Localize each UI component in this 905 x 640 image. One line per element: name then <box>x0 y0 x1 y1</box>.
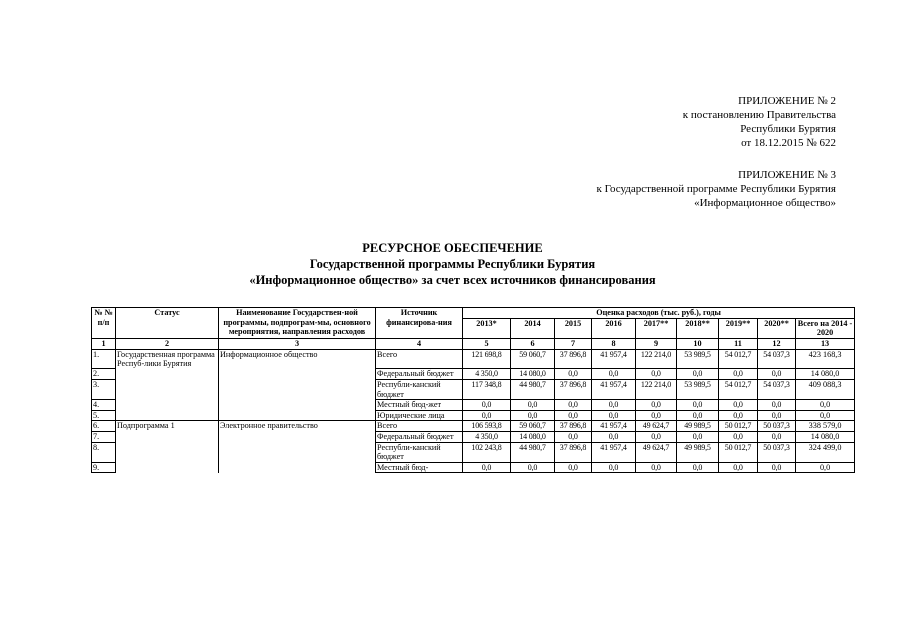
header-status: Статус <box>116 308 219 339</box>
column-number: 2 <box>116 338 219 349</box>
row-program-name <box>219 442 376 462</box>
row-year-value: 0,0 <box>592 369 636 380</box>
column-number: 6 <box>511 338 555 349</box>
row-year-value: 102 243,8 <box>463 442 511 462</box>
row-number: 5. <box>92 410 116 421</box>
appendix-3-title: ПРИЛОЖЕНИЕ № 3 <box>738 169 836 181</box>
row-number: 7. <box>92 432 116 443</box>
row-year-value: 37 896,8 <box>555 349 592 369</box>
table-row <box>92 400 855 411</box>
row-year-value: 54 037,3 <box>758 349 796 369</box>
column-number: 4 <box>376 338 463 349</box>
row-year-value: 0,0 <box>677 410 719 421</box>
row-year-value: 0,0 <box>636 432 677 443</box>
header-year: 2017** <box>636 318 677 338</box>
row-year-value: 50 037,3 <box>758 421 796 432</box>
header-estimate: Оценка расходов (тыс. руб.), годы <box>463 308 855 319</box>
row-program-name: Электронное правительство <box>219 421 376 432</box>
header-num: № № п/п <box>92 308 116 339</box>
title-line: «Информационное общество» за счет всех источников финансирования <box>249 273 656 287</box>
row-year-value: 117 348,8 <box>463 380 511 400</box>
header-year: 2019** <box>719 318 758 338</box>
row-year-value: 0,0 <box>677 432 719 443</box>
column-number: 8 <box>592 338 636 349</box>
row-status: Государственная программа Респуб-лики Бурятия <box>116 349 219 369</box>
column-number: 5 <box>463 338 511 349</box>
table-row <box>92 421 855 432</box>
row-year-value: 0,0 <box>463 400 511 411</box>
column-number: 13 <box>796 338 855 349</box>
row-status <box>116 462 219 473</box>
row-year-value: 0,0 <box>719 400 758 411</box>
column-number: 11 <box>719 338 758 349</box>
table-row <box>92 410 855 421</box>
column-number: 7 <box>555 338 592 349</box>
row-year-value: 0,0 <box>555 400 592 411</box>
row-funding-source: Местный бюд- <box>376 462 463 473</box>
row-total-value: 0,0 <box>796 410 855 421</box>
row-year-value: 0,0 <box>677 400 719 411</box>
column-number: 12 <box>758 338 796 349</box>
header-name: Наименование Государствен-ной программы, подпрограм-мы, основного мероприятия, направления расходов <box>219 308 376 339</box>
row-year-value: 50 012,7 <box>719 421 758 432</box>
row-year-value: 41 957,4 <box>592 421 636 432</box>
resource-table <box>91 307 855 473</box>
row-total-value: 423 168,3 <box>796 349 855 369</box>
row-year-value: 41 957,4 <box>592 349 636 369</box>
appendix-3-line: «Информационное общество» <box>694 197 836 209</box>
row-status: Подпрограмма 1 <box>116 421 219 432</box>
row-year-value: 0,0 <box>511 410 555 421</box>
row-year-value: 49 624,7 <box>636 421 677 432</box>
header-year: 2018** <box>677 318 719 338</box>
row-program-name <box>219 400 376 411</box>
table-row <box>92 349 855 369</box>
row-total-value: 324 499,0 <box>796 442 855 462</box>
row-program-name: Информационное общество <box>219 349 376 369</box>
row-year-value: 0,0 <box>636 400 677 411</box>
row-status <box>116 432 219 443</box>
row-year-value: 0,0 <box>719 432 758 443</box>
row-year-value: 0,0 <box>719 462 758 473</box>
row-status <box>116 369 219 380</box>
appendix-3-line: к Государственной программе Республики Бурятия <box>596 183 836 195</box>
row-year-value: 14 080,0 <box>511 432 555 443</box>
row-total-value: 14 080,0 <box>796 432 855 443</box>
row-year-value: 59 060,7 <box>511 349 555 369</box>
row-year-value: 122 214,0 <box>636 349 677 369</box>
row-year-value: 44 980,7 <box>511 442 555 462</box>
header-total: Всего на 2014 - 2020 <box>796 318 855 338</box>
row-year-value: 0,0 <box>677 369 719 380</box>
header-year: 2020** <box>758 318 796 338</box>
row-year-value: 44 980,7 <box>511 380 555 400</box>
row-total-value: 0,0 <box>796 400 855 411</box>
appendix-2-line: к постановлению Правительства <box>682 109 836 121</box>
row-year-value: 4 350,0 <box>463 369 511 380</box>
appendix-2-title: ПРИЛОЖЕНИЕ № 2 <box>738 95 836 107</box>
row-status <box>116 400 219 411</box>
column-number: 3 <box>219 338 376 349</box>
row-number: 8. <box>92 442 116 462</box>
table-row <box>92 369 855 380</box>
row-year-value: 0,0 <box>511 400 555 411</box>
row-year-value: 50 037,3 <box>758 442 796 462</box>
row-funding-source: Юридические лица <box>376 410 463 421</box>
row-year-value: 0,0 <box>555 462 592 473</box>
row-year-value: 54 012,7 <box>719 349 758 369</box>
table-row <box>92 380 855 400</box>
row-program-name <box>219 462 376 473</box>
row-year-value: 0,0 <box>758 400 796 411</box>
row-total-value: 338 579,0 <box>796 421 855 432</box>
row-program-name <box>219 432 376 443</box>
row-total-value: 0,0 <box>796 462 855 473</box>
row-year-value: 0,0 <box>555 410 592 421</box>
row-funding-source: Федеральный бюджет <box>376 369 463 380</box>
row-number: 1. <box>92 349 116 369</box>
row-year-value: 41 957,4 <box>592 380 636 400</box>
row-year-value: 122 214,0 <box>636 380 677 400</box>
header-source: Источник финансирова-ния <box>376 308 463 339</box>
title-line: РЕСУРСНОЕ ОБЕСПЕЧЕНИЕ <box>362 241 543 255</box>
appendix-2-line: Республики Бурятия <box>740 123 836 135</box>
row-year-value: 0,0 <box>592 400 636 411</box>
row-year-value: 0,0 <box>592 462 636 473</box>
row-year-value: 54 012,7 <box>719 380 758 400</box>
row-number: 4. <box>92 400 116 411</box>
row-program-name <box>219 410 376 421</box>
appendix-3-header <box>596 168 836 210</box>
document-title <box>0 240 905 288</box>
row-funding-source: Всего <box>376 349 463 369</box>
row-year-value: 37 896,8 <box>555 442 592 462</box>
row-year-value: 4 350,0 <box>463 432 511 443</box>
row-funding-source: Местный бюд-жет <box>376 400 463 411</box>
table-body <box>92 349 855 473</box>
row-program-name <box>219 380 376 400</box>
row-number: 2. <box>92 369 116 380</box>
appendix-2-header <box>683 94 836 150</box>
header-year: 2016 <box>592 318 636 338</box>
row-year-value: 41 957,4 <box>592 442 636 462</box>
column-number: 10 <box>677 338 719 349</box>
row-year-value: 0,0 <box>592 410 636 421</box>
row-year-value: 53 989,5 <box>677 380 719 400</box>
row-year-value: 106 593,8 <box>463 421 511 432</box>
row-year-value: 14 080,0 <box>511 369 555 380</box>
row-year-value: 0,0 <box>511 462 555 473</box>
row-year-value: 37 896,8 <box>555 421 592 432</box>
row-year-value: 49 989,5 <box>677 421 719 432</box>
row-year-value: 37 896,8 <box>555 380 592 400</box>
row-year-value: 50 012,7 <box>719 442 758 462</box>
row-status <box>116 442 219 462</box>
row-year-value: 0,0 <box>758 410 796 421</box>
row-year-value: 0,0 <box>555 369 592 380</box>
header-year: 2013* <box>463 318 511 338</box>
row-funding-source: Федеральный бюджет <box>376 432 463 443</box>
row-funding-source: Республи-канский бюджет <box>376 380 463 400</box>
header-year: 2014 <box>511 318 555 338</box>
row-year-value: 54 037,3 <box>758 380 796 400</box>
row-year-value: 53 989,5 <box>677 349 719 369</box>
row-year-value: 0,0 <box>758 462 796 473</box>
column-number: 9 <box>636 338 677 349</box>
title-line: Государственной программы Республики Бурятия <box>309 257 596 271</box>
row-status <box>116 380 219 400</box>
row-year-value: 0,0 <box>758 369 796 380</box>
row-year-value: 0,0 <box>636 369 677 380</box>
row-year-value: 0,0 <box>463 410 511 421</box>
row-year-value: 0,0 <box>636 462 677 473</box>
row-year-value: 0,0 <box>636 410 677 421</box>
table-row <box>92 442 855 462</box>
row-number: 9. <box>92 462 116 473</box>
appendix-2-date: от 18.12.2015 № 622 <box>741 137 836 149</box>
row-program-name <box>219 369 376 380</box>
table-row <box>92 462 855 473</box>
row-status <box>116 410 219 421</box>
row-year-value: 0,0 <box>719 410 758 421</box>
row-year-value: 0,0 <box>758 432 796 443</box>
row-year-value: 0,0 <box>555 432 592 443</box>
row-year-value: 0,0 <box>463 462 511 473</box>
row-year-value: 0,0 <box>719 369 758 380</box>
row-year-value: 0,0 <box>592 432 636 443</box>
row-total-value: 14 080,0 <box>796 369 855 380</box>
row-year-value: 49 624,7 <box>636 442 677 462</box>
row-year-value: 59 060,7 <box>511 421 555 432</box>
row-number: 3. <box>92 380 116 400</box>
row-funding-source: Всего <box>376 421 463 432</box>
row-year-value: 49 989,5 <box>677 442 719 462</box>
row-funding-source: Республи-канский бюджет <box>376 442 463 462</box>
row-number: 6. <box>92 421 116 432</box>
row-total-value: 409 088,3 <box>796 380 855 400</box>
row-year-value: 0,0 <box>677 462 719 473</box>
row-year-value: 121 698,8 <box>463 349 511 369</box>
table-row <box>92 432 855 443</box>
column-number: 1 <box>92 338 116 349</box>
header-year: 2015 <box>555 318 592 338</box>
